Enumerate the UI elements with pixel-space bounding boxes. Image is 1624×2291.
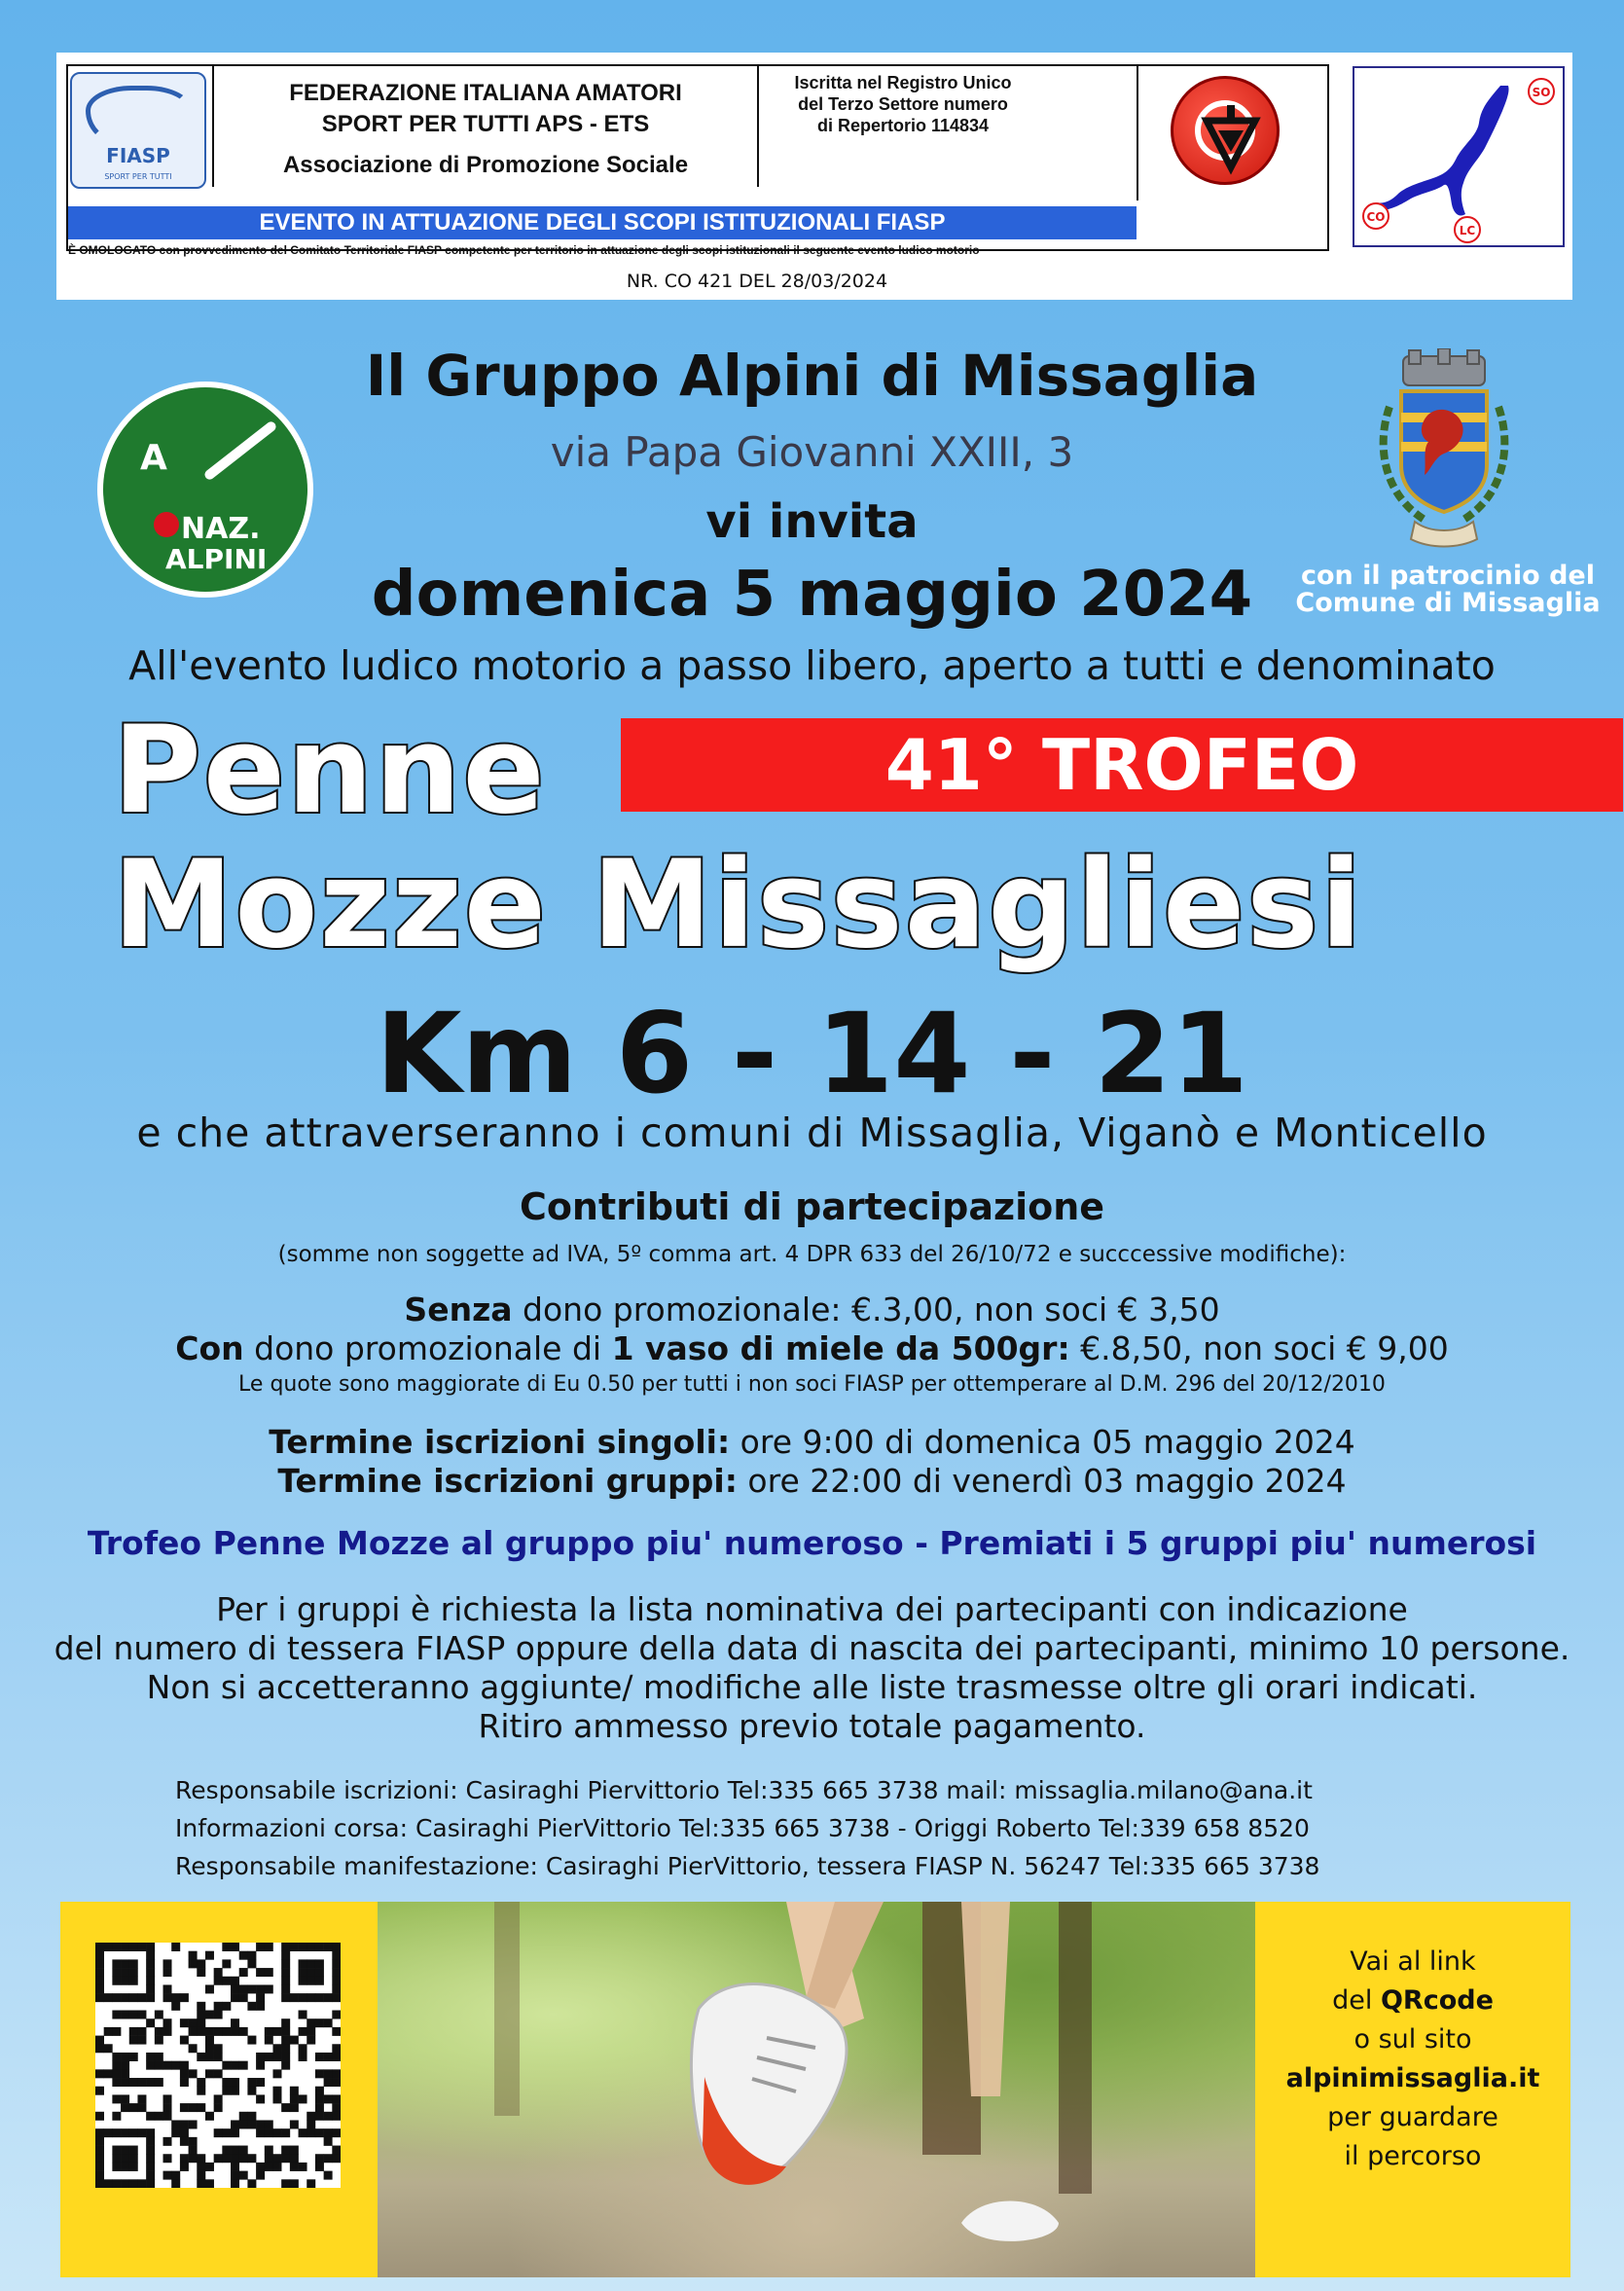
distances: Km 6 - 14 - 21 bbox=[376, 989, 1248, 1118]
trofeo-banner: 41° TROFEO bbox=[621, 718, 1623, 812]
link-line2-pre: del bbox=[1332, 1985, 1381, 2016]
omologato-text: È OMOLOGATO con provvedimento del Comitato Territoriale FIASP competente per territorio in attuazione degli scopi istituzionali il seguente evento ludico motorio bbox=[68, 243, 980, 257]
link-line3: o sul sito bbox=[1353, 2024, 1472, 2055]
termine-gruppi bbox=[0, 1462, 1624, 1500]
link-line6: il percorso bbox=[1344, 2141, 1482, 2171]
event-name-line2: Mozze Missagliesi bbox=[113, 835, 1364, 975]
federazione-line3: Associazione di Promozione Sociale bbox=[282, 152, 689, 178]
comuni-line: e che attraverseranno i comuni di Missaglia, Viganò e Monticello bbox=[136, 1109, 1488, 1156]
fiasp-logo-icon bbox=[70, 72, 206, 189]
crest-svg bbox=[1366, 348, 1522, 563]
lake-como-map-icon bbox=[1353, 66, 1565, 247]
termine2-bold: Termine iscrizioni gruppi: bbox=[277, 1462, 738, 1500]
fiasp-logo-text: FIASP bbox=[106, 144, 170, 167]
patrocinio-line1: con il patrocinio del bbox=[1301, 561, 1595, 591]
gruppi-line2: del numero di tessera FIASP oppure della data di nascita dei partecipanti, minimo 10 persone. bbox=[54, 1629, 1570, 1667]
fiasp-swoosh bbox=[86, 86, 193, 144]
qr-code-icon[interactable] bbox=[95, 1943, 341, 2188]
runner-photo-svg bbox=[378, 1902, 1255, 2277]
registro-line2: del Terzo Settore numero bbox=[798, 94, 1008, 114]
invita-text: vi invita bbox=[705, 494, 919, 549]
con-rest: €.8,50, non soci € 9,00 bbox=[1069, 1329, 1449, 1367]
termine1-rest: ore 9:00 di domenica 05 maggio 2024 bbox=[730, 1423, 1355, 1461]
link-panel bbox=[1255, 1902, 1570, 2277]
link-line2 bbox=[1255, 1982, 1570, 2020]
event-date: domenica 5 maggio 2024 bbox=[371, 559, 1253, 631]
ana-logo-alpini: ALPINI bbox=[165, 543, 268, 575]
trofeo-gruppo-line: Trofeo Penne Mozze al gruppo piu' numeroso - Premiati i 5 gruppi piu' numerosi bbox=[87, 1524, 1537, 1562]
link-qrcode: QRcode bbox=[1380, 1985, 1494, 2016]
contributi-note: (somme non soggette ad IVA, 5º comma art. 4 DPR 633 del 26/10/72 e succcessive modifiche): bbox=[277, 1242, 1347, 1267]
con-bold: Con bbox=[175, 1329, 244, 1367]
quote-note: Le quote sono maggiorate di Eu 0.50 per tutti i non soci FIASP per ottemperare al D.M. 296 del 20/12/2010 bbox=[238, 1372, 1386, 1397]
gruppi-line1: Per i gruppi è richiesta la lista nominativa dei partecipanti con indicazione bbox=[216, 1590, 1408, 1628]
federazione-line2: SPORT PER TUTTI APS - ETS bbox=[321, 111, 650, 137]
con-mid: dono promozionale di bbox=[243, 1329, 612, 1367]
registro-line1: Iscritta nel Registro Unico bbox=[794, 73, 1012, 92]
fiasp-logo-sub: SPORT PER TUTTI bbox=[104, 172, 172, 181]
link-site[interactable] bbox=[1255, 2059, 1570, 2098]
nr-co-text: NR. CO 421 DEL 28/03/2024 bbox=[626, 271, 888, 292]
senza-rest: dono promozionale: €.3,00, non soci € 3,50 bbox=[512, 1291, 1220, 1328]
termine1-bold: Termine iscrizioni singoli: bbox=[269, 1423, 731, 1461]
map-label-so-text: SO bbox=[1532, 86, 1551, 99]
bottom-strip bbox=[60, 1902, 1570, 2277]
fiasp-header bbox=[56, 53, 1572, 300]
senza-bold: Senza bbox=[404, 1291, 513, 1328]
contact-line2: Informazioni corsa: Casiraghi PierVittorio Tel:335 665 3738 - Origgi Roberto Tel:339 658 8520 bbox=[175, 1814, 1310, 1842]
con-bold2: 1 vaso di miele da 500gr: bbox=[611, 1329, 1070, 1367]
contact-line1: Responsabile iscrizioni: Casiraghi Piervittorio Tel:335 665 3738 mail: missaglia.milano@ana.it bbox=[175, 1776, 1313, 1804]
contacts-block bbox=[175, 1771, 1537, 1885]
federazione-text bbox=[212, 64, 759, 187]
lake-map-svg bbox=[1354, 68, 1563, 245]
ana-logo-a: A bbox=[140, 438, 167, 478]
federazione-line1: FEDERAZIONE ITALIANA AMATORI bbox=[289, 80, 682, 106]
map-label-co bbox=[1363, 203, 1389, 229]
contact-line3: Responsabile manifestazione: Casiraghi PierVittorio, tessera FIASP N. 56247 Tel:335 665 3738 bbox=[175, 1852, 1320, 1880]
patrocinio-text bbox=[1282, 563, 1613, 617]
gruppi-line3: Non si accetteranno aggiunte/ modifiche alle liste trasmesse oltre gli orari indicati. bbox=[146, 1668, 1478, 1706]
map-label-lc bbox=[1455, 217, 1480, 242]
address: via Papa Giovanni XXIII, 3 bbox=[550, 428, 1074, 476]
ana-logo-naz: NAZ. bbox=[181, 512, 261, 546]
map-label-lc-text: LC bbox=[1459, 224, 1476, 237]
prezzo-con-dono bbox=[0, 1329, 1624, 1367]
gruppo-title: Il Gruppo Alpini di Missaglia bbox=[365, 343, 1259, 409]
ivv-seal-icon bbox=[1137, 64, 1321, 200]
contributi-title: Contributi di partecipazione bbox=[519, 1185, 1105, 1228]
link-line5: per guardare bbox=[1327, 2102, 1498, 2132]
runner-photo bbox=[378, 1902, 1255, 2277]
ivv-mark bbox=[1138, 88, 1321, 218]
site-url[interactable]: alpinimissaglia.it bbox=[1285, 2063, 1540, 2093]
missaglia-crest-icon bbox=[1366, 348, 1522, 563]
gruppi-paragraph bbox=[0, 1590, 1624, 1746]
intro-line: All'evento ludico motorio a passo libero, aperto a tutti e denominato bbox=[128, 642, 1496, 689]
qr-code-svg bbox=[95, 1943, 341, 2188]
event-name-line1: Penne bbox=[113, 701, 547, 841]
evento-bar: EVENTO IN ATTUAZIONE DEGLI SCOPI ISTITUZIONALI FIASP bbox=[68, 206, 1137, 239]
map-label-co-text: CO bbox=[1366, 210, 1386, 224]
map-label-so bbox=[1529, 79, 1554, 104]
registro-text bbox=[761, 72, 1045, 136]
prezzo-senza-dono bbox=[0, 1291, 1624, 1328]
patrocinio-line2: Comune di Missaglia bbox=[1295, 588, 1601, 618]
termine-singoli bbox=[0, 1423, 1624, 1461]
termine2-rest: ore 22:00 di venerdì 03 maggio 2024 bbox=[737, 1462, 1347, 1500]
registro-line3: di Repertorio 114834 bbox=[816, 116, 990, 135]
qr-panel bbox=[60, 1902, 378, 2277]
ivv-mark-icon bbox=[1138, 88, 1323, 204]
link-line1: Vai al link bbox=[1350, 1946, 1476, 1977]
gruppi-line4: Ritiro ammesso previo totale pagamento. bbox=[478, 1707, 1146, 1745]
